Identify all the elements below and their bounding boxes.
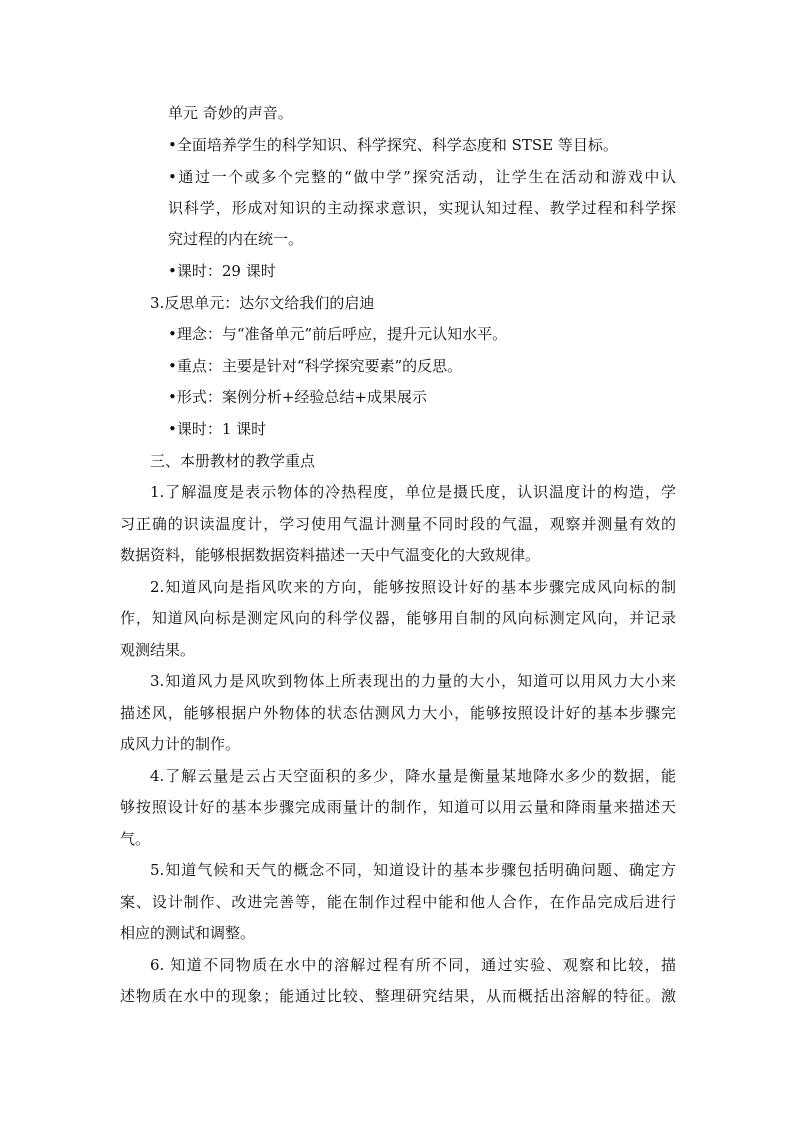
- paragraph-line: 观测结果。: [120, 641, 196, 659]
- paragraph-line: 描述风，能够根据户外物体的状态估测风力大小，能够按照设计好的基本步骤完: [120, 704, 676, 722]
- text-line: 究过程的内在统一。: [168, 230, 304, 248]
- bullet-item: •形式：案例分析+经验总结+成果展示: [168, 388, 427, 406]
- paragraph-line: 述物质在水中的现象；能通过比较、整理研究结果，从而概括出溶解的特征。激: [120, 987, 676, 1005]
- paragraph-line: 数据资料，能够根据数据资料描述一天中气温变化的大致规律。: [120, 546, 541, 564]
- paragraph-line: 作，知道风向标是测定风向的科学仪器，能够用自制的风向标测定风向，并记录: [120, 609, 676, 627]
- bullet-item: •通过一个或多个完整的“做中学”探究活动，让学生在活动和游戏中认: [168, 168, 676, 186]
- paragraph-line: 气。: [120, 830, 151, 848]
- paragraph-line: 2.知道风向是指风吹来的方向，能够按照设计好的基本步骤完成风向标的制: [150, 578, 676, 596]
- text-line: 单元 奇妙的声音。: [168, 104, 293, 122]
- paragraph-line: 5.知道气候和天气的概念不同，知道设计的基本步骤包括明确问题、确定方: [150, 861, 676, 879]
- paragraph-line: 1.了解温度是表示物体的冷热程度，单位是摄氏度，认识温度计的构造，学: [150, 483, 676, 501]
- bullet-item: •课时：1 课时: [168, 420, 267, 438]
- paragraph-line: 相应的测试和调整。: [120, 924, 256, 942]
- paragraph-line: 成风力计的制作。: [120, 735, 241, 753]
- section-heading: 三、本册教材的教学重点: [150, 452, 316, 470]
- paragraph-line: 3.知道风力是风吹到物体上所表现出的力量的大小，知道可以用风力大小来: [150, 672, 676, 690]
- paragraph-line: 4.了解云量是云占天空面积的多少，降水量是衡量某地降水多少的数据，能: [150, 767, 676, 785]
- subheading: 3.反思单元：达尔文给我们的启迪: [150, 294, 375, 312]
- paragraph-line: 习正确的识读温度计，学习使用气温计测量不同时段的气温，观察并测量有效的: [120, 515, 676, 533]
- paragraph-line: 案、设计制作、改进完善等，能在制作过程中能和他人合作，在作品完成后进行: [120, 893, 676, 911]
- bullet-item: •重点：主要是针对“科学探究要素”的反思。: [168, 357, 463, 375]
- bullet-item: •全面培养学生的科学知识、科学探究、科学态度和 STSE 等目标。: [168, 136, 618, 154]
- bullet-item: •课时：29 课时: [168, 262, 276, 280]
- text-line: 识科学，形成对知识的主动探求意识，实现认知过程、教学过程和科学探: [168, 199, 676, 217]
- bullet-item: •理念：与“准备单元”前后呼应，提升元认知水平。: [168, 325, 508, 343]
- paragraph-line: 6. 知道不同物质在水中的溶解过程有所不同，通过实验、观察和比较，描: [150, 956, 676, 974]
- paragraph-line: 够按照设计好的基本步骤完成雨量计的制作，知道可以用云量和降雨量来描述天: [120, 798, 676, 816]
